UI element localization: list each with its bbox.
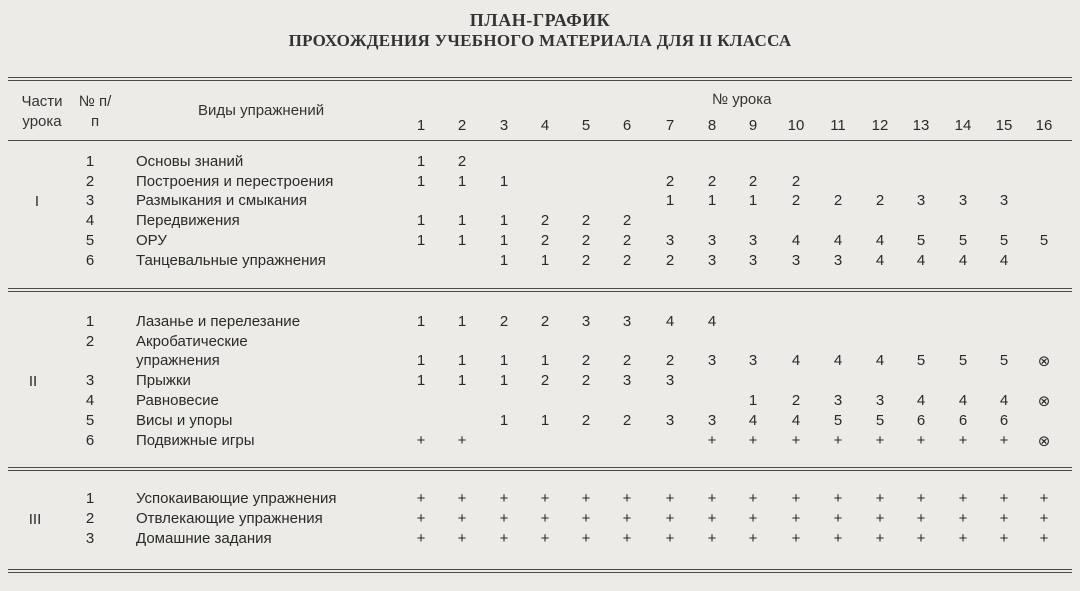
lesson-cell-13: + xyxy=(916,510,926,527)
lesson-cell-8: 1 xyxy=(707,192,717,209)
table-row xyxy=(0,153,1080,173)
lesson-cell-2: 1 xyxy=(457,313,467,330)
lesson-cell-13: 4 xyxy=(916,252,926,269)
lesson-cell-11: + xyxy=(833,432,843,449)
lesson-cell-11: + xyxy=(833,490,843,507)
lesson-cell-6: + xyxy=(622,530,632,547)
lesson-cell-13: + xyxy=(916,490,926,507)
lesson-cell-4: 1 xyxy=(540,352,550,369)
lesson-cell-9: 4 xyxy=(748,412,758,429)
lesson-cell-12: 4 xyxy=(875,352,885,369)
lesson-cell-5: 2 xyxy=(581,212,591,229)
lesson-cell-16: + xyxy=(1039,510,1049,527)
row-number: 6 xyxy=(85,252,95,269)
lesson-number-9: 9 xyxy=(748,117,758,134)
row-number: 5 xyxy=(85,232,95,249)
exercise-name: Лазанье и перелезание xyxy=(136,313,301,330)
lesson-cell-3: 1 xyxy=(499,173,509,190)
lesson-cell-9: + xyxy=(748,432,758,449)
lesson-cell-15: 3 xyxy=(999,192,1009,209)
lesson-cell-6: + xyxy=(622,490,632,507)
lesson-cell-10: 4 xyxy=(791,412,801,429)
lesson-cell-2: + xyxy=(457,530,467,547)
lesson-cell-9: + xyxy=(748,510,758,527)
lesson-cell-6: 2 xyxy=(622,252,632,269)
row-number: 3 xyxy=(85,192,95,209)
lesson-cell-7: 1 xyxy=(665,192,675,209)
lesson-cell-8: + xyxy=(707,510,717,527)
table-row xyxy=(0,530,1080,550)
lesson-cell-10: 4 xyxy=(791,352,801,369)
lesson-cell-6: 2 xyxy=(622,212,632,229)
title-line-2: ПРОХОЖДЕНИЯ УЧЕБНОГО МАТЕРИАЛА ДЛЯ II КЛАССА xyxy=(288,31,792,50)
lesson-cell-13: 3 xyxy=(916,192,926,209)
lesson-cell-7: + xyxy=(665,530,675,547)
lesson-cell-2: 1 xyxy=(457,212,467,229)
exercise-name: Танцевальные упражнения xyxy=(136,252,326,269)
lesson-cell-2: 1 xyxy=(457,372,467,389)
lesson-cell-8: 3 xyxy=(707,252,717,269)
lesson-number-8: 8 xyxy=(707,117,717,134)
lesson-cell-3: 1 xyxy=(499,372,509,389)
lesson-cell-3: + xyxy=(499,530,509,547)
lesson-cell-14: + xyxy=(958,490,968,507)
lesson-cell-14: + xyxy=(958,432,968,449)
lesson-number-14: 14 xyxy=(954,117,972,134)
exercise-name: Размыкания и смыкания xyxy=(136,192,307,209)
row-number: 4 xyxy=(85,212,95,229)
exercise-name: Построения и перестроения xyxy=(136,173,334,190)
lesson-cell-14: + xyxy=(958,530,968,547)
lesson-cell-7: 3 xyxy=(665,412,675,429)
table-row xyxy=(0,313,1080,333)
lesson-cell-6: 3 xyxy=(622,372,632,389)
lesson-cell-1: 1 xyxy=(416,372,426,389)
lesson-number-13: 13 xyxy=(912,117,930,134)
lesson-cell-12: + xyxy=(875,432,885,449)
lesson-cell-7: 3 xyxy=(665,372,675,389)
lesson-cell-2: 1 xyxy=(457,352,467,369)
lesson-cell-9: 2 xyxy=(748,173,758,190)
lesson-cell-9: + xyxy=(748,530,758,547)
row-number: 3 xyxy=(85,530,95,547)
lesson-cell-6: + xyxy=(622,510,632,527)
lesson-cell-6: 2 xyxy=(622,412,632,429)
lesson-cell-11: 4 xyxy=(833,232,843,249)
lesson-cell-5: 2 xyxy=(581,252,591,269)
lesson-cell-9: 3 xyxy=(748,232,758,249)
lesson-cell-13: 4 xyxy=(916,392,926,409)
lesson-cell-4: 1 xyxy=(540,252,550,269)
part-label-2: II xyxy=(28,373,38,390)
lesson-cell-3: 1 xyxy=(499,352,509,369)
lesson-cell-3: 1 xyxy=(499,252,509,269)
lesson-cell-15: 4 xyxy=(999,252,1009,269)
table-row xyxy=(0,192,1080,212)
lesson-cell-2: 1 xyxy=(457,173,467,190)
lesson-cell-14: 5 xyxy=(958,352,968,369)
lesson-cell-1: 1 xyxy=(416,153,426,170)
lesson-cell-4: + xyxy=(540,530,550,547)
header-exercise-kinds: Виды упражнений xyxy=(198,102,325,119)
lesson-cell-1: + xyxy=(416,432,426,449)
table-row xyxy=(0,352,1080,372)
lesson-cell-8: 3 xyxy=(707,352,717,369)
part-label-1: I xyxy=(34,193,40,210)
lesson-cell-3: + xyxy=(499,510,509,527)
part-divider-1 xyxy=(8,288,1072,292)
exercise-name: ОРУ xyxy=(136,232,167,249)
lesson-number-1: 1 xyxy=(416,117,426,134)
exercise-name: Прыжки xyxy=(136,372,191,389)
exercise-name: Подвижные игры xyxy=(136,432,255,449)
lesson-cell-8: 3 xyxy=(707,412,717,429)
lesson-cell-11: 3 xyxy=(833,252,843,269)
table-row xyxy=(0,510,1080,530)
lesson-number-6: 6 xyxy=(622,117,632,134)
lesson-number-7: 7 xyxy=(665,117,675,134)
lesson-cell-13: 6 xyxy=(916,412,926,429)
row-number: 5 xyxy=(85,412,95,429)
lesson-cell-4: 2 xyxy=(540,212,550,229)
lesson-cell-8: + xyxy=(707,490,717,507)
lesson-cell-7: + xyxy=(665,510,675,527)
lesson-number-5: 5 xyxy=(581,117,591,134)
table-row xyxy=(0,372,1080,392)
exercise-name: упражнения xyxy=(136,352,220,369)
lesson-number-11: 11 xyxy=(830,117,846,134)
lesson-cell-6: 2 xyxy=(622,232,632,249)
table-row xyxy=(0,212,1080,232)
exercise-name: Отвлекающие упражнения xyxy=(136,510,323,527)
lesson-cell-6: 2 xyxy=(622,352,632,369)
lesson-cell-5: 2 xyxy=(581,412,591,429)
lesson-cell-14: 3 xyxy=(958,192,968,209)
lesson-cell-8: 2 xyxy=(707,173,717,190)
lesson-cell-3: 1 xyxy=(499,212,509,229)
lesson-cell-15: + xyxy=(999,432,1009,449)
lesson-cell-11: 4 xyxy=(833,352,843,369)
lesson-cell-1: 1 xyxy=(416,313,426,330)
table-row xyxy=(0,333,1080,353)
lesson-cell-3: 2 xyxy=(499,313,509,330)
exercise-name: Основы знаний xyxy=(136,153,244,170)
lesson-cell-12: 4 xyxy=(875,252,885,269)
lesson-cell-11: + xyxy=(833,530,843,547)
lesson-cell-2: + xyxy=(457,490,467,507)
lesson-cell-7: + xyxy=(665,490,675,507)
header-lesson-number: № урока xyxy=(712,91,772,108)
lesson-cell-15: + xyxy=(999,490,1009,507)
lesson-cell-13: + xyxy=(916,530,926,547)
part-divider-2 xyxy=(8,467,1072,471)
lesson-cell-10: + xyxy=(791,530,801,547)
lesson-cell-5: 2 xyxy=(581,352,591,369)
lesson-cell-9: 3 xyxy=(748,352,758,369)
exercise-name: Успокаивающие упражнения xyxy=(136,490,337,507)
exercise-name: Домашние задания xyxy=(136,530,272,547)
part-label-3: III xyxy=(28,511,42,528)
lesson-cell-10: + xyxy=(791,490,801,507)
row-number: 2 xyxy=(85,333,95,350)
lesson-cell-2: 1 xyxy=(457,232,467,249)
table-row xyxy=(0,173,1080,193)
row-number: 1 xyxy=(85,490,95,507)
lesson-cell-9: 1 xyxy=(748,192,758,209)
lesson-cell-14: 4 xyxy=(958,252,968,269)
lesson-cell-12: + xyxy=(875,530,885,547)
lesson-cell-13: 5 xyxy=(916,232,926,249)
lesson-cell-7: 3 xyxy=(665,232,675,249)
lesson-cell-15: 6 xyxy=(999,412,1009,429)
lesson-cell-4: 1 xyxy=(540,412,550,429)
lesson-number-2: 2 xyxy=(457,117,467,134)
lesson-cell-1: + xyxy=(416,510,426,527)
lesson-cell-7: 4 xyxy=(665,313,675,330)
lesson-cell-3: + xyxy=(499,490,509,507)
lesson-cell-5: + xyxy=(581,530,591,547)
lesson-cell-2: + xyxy=(457,432,467,449)
lesson-cell-10: + xyxy=(791,432,801,449)
lesson-cell-4: + xyxy=(540,490,550,507)
table-row xyxy=(0,232,1080,252)
lesson-cell-5: + xyxy=(581,490,591,507)
lesson-cell-14: 5 xyxy=(958,232,968,249)
table-row xyxy=(0,252,1080,272)
lesson-number-3: 3 xyxy=(499,117,509,134)
lesson-cell-2: + xyxy=(457,510,467,527)
lesson-number-15: 15 xyxy=(995,117,1013,134)
lesson-cell-10: 3 xyxy=(791,252,801,269)
lesson-cell-15: 5 xyxy=(999,232,1009,249)
row-number: 3 xyxy=(85,372,95,389)
title-line-1: ПЛАН-ГРАФИК xyxy=(469,10,611,30)
lesson-cell-12: 3 xyxy=(875,392,885,409)
lesson-cell-15: 5 xyxy=(999,352,1009,369)
lesson-cell-8: + xyxy=(707,530,717,547)
lesson-cell-8: 4 xyxy=(707,313,717,330)
lesson-cell-4: 2 xyxy=(540,232,550,249)
exercise-name: Передвижения xyxy=(136,212,240,229)
lesson-cell-12: 5 xyxy=(875,412,885,429)
exercise-name: Висы и упоры xyxy=(136,412,233,429)
lesson-cell-7: 2 xyxy=(665,252,675,269)
lesson-cell-9: 3 xyxy=(748,252,758,269)
table-bottom-rule xyxy=(8,569,1072,573)
lesson-cell-16: 5 xyxy=(1039,232,1049,249)
lesson-cell-16: ⊗ xyxy=(1037,433,1051,450)
lesson-cell-12: 4 xyxy=(875,232,885,249)
lesson-number-12: 12 xyxy=(871,117,889,134)
lesson-cell-4: 2 xyxy=(540,372,550,389)
lesson-cell-1: + xyxy=(416,490,426,507)
lesson-number-10: 10 xyxy=(787,117,805,134)
lesson-cell-14: + xyxy=(958,510,968,527)
lesson-cell-1: 1 xyxy=(416,232,426,249)
lesson-cell-15: 4 xyxy=(999,392,1009,409)
lesson-cell-15: + xyxy=(999,510,1009,527)
table-top-rule xyxy=(8,77,1072,81)
lesson-cell-4: + xyxy=(540,510,550,527)
lesson-cell-5: 2 xyxy=(581,372,591,389)
lesson-cell-9: + xyxy=(748,490,758,507)
lesson-cell-5: + xyxy=(581,510,591,527)
row-number: 1 xyxy=(85,153,95,170)
lesson-cell-11: + xyxy=(833,510,843,527)
row-number: 1 xyxy=(85,313,95,330)
table-row xyxy=(0,490,1080,510)
lesson-cell-13: + xyxy=(916,432,926,449)
lesson-cell-7: 2 xyxy=(665,173,675,190)
row-number: 6 xyxy=(85,432,95,449)
lesson-cell-12: + xyxy=(875,490,885,507)
table-row xyxy=(0,392,1080,412)
row-number: 2 xyxy=(85,510,95,527)
lesson-cell-3: 1 xyxy=(499,232,509,249)
lesson-cell-9: 1 xyxy=(748,392,758,409)
lesson-cell-11: 5 xyxy=(833,412,843,429)
plan-title xyxy=(0,10,1080,52)
lesson-cell-10: + xyxy=(791,510,801,527)
lesson-cell-15: + xyxy=(999,530,1009,547)
row-number: 2 xyxy=(85,173,95,190)
lesson-cell-16: + xyxy=(1039,530,1049,547)
lesson-cell-10: 2 xyxy=(791,392,801,409)
lesson-cell-6: 3 xyxy=(622,313,632,330)
lesson-cell-13: 5 xyxy=(916,352,926,369)
lesson-cell-10: 2 xyxy=(791,173,801,190)
header-number: № п/п xyxy=(78,93,112,130)
lesson-cell-5: 3 xyxy=(581,313,591,330)
row-number: 4 xyxy=(85,392,95,409)
lesson-cell-12: 2 xyxy=(875,192,885,209)
table-row xyxy=(0,412,1080,432)
lesson-cell-8: + xyxy=(707,432,717,449)
lesson-cell-10: 4 xyxy=(791,232,801,249)
lesson-number-4: 4 xyxy=(540,117,550,134)
lesson-cell-11: 2 xyxy=(833,192,843,209)
lesson-cell-2: 2 xyxy=(457,153,467,170)
lesson-cell-3: 1 xyxy=(499,412,509,429)
lesson-cell-16: ⊗ xyxy=(1037,353,1051,370)
lesson-cell-8: 3 xyxy=(707,232,717,249)
lesson-cell-1: 1 xyxy=(416,352,426,369)
header-bottom-rule xyxy=(8,140,1072,141)
lesson-cell-4: 2 xyxy=(540,313,550,330)
lesson-cell-16: ⊗ xyxy=(1037,393,1051,410)
lesson-cell-12: + xyxy=(875,510,885,527)
lesson-cell-1: + xyxy=(416,530,426,547)
lesson-cell-11: 3 xyxy=(833,392,843,409)
lesson-cell-7: 2 xyxy=(665,352,675,369)
lesson-cell-16: + xyxy=(1039,490,1049,507)
lesson-cell-14: 6 xyxy=(958,412,968,429)
header-parts: Части урока xyxy=(21,93,63,130)
lesson-cell-14: 4 xyxy=(958,392,968,409)
lesson-number-16: 16 xyxy=(1035,117,1053,134)
lesson-cell-10: 2 xyxy=(791,192,801,209)
exercise-name: Акробатические xyxy=(136,333,248,350)
lesson-cell-5: 2 xyxy=(581,232,591,249)
lesson-cell-1: 1 xyxy=(416,212,426,229)
exercise-name: Равновесие xyxy=(136,392,219,409)
lesson-cell-1: 1 xyxy=(416,173,426,190)
table-row xyxy=(0,432,1080,452)
